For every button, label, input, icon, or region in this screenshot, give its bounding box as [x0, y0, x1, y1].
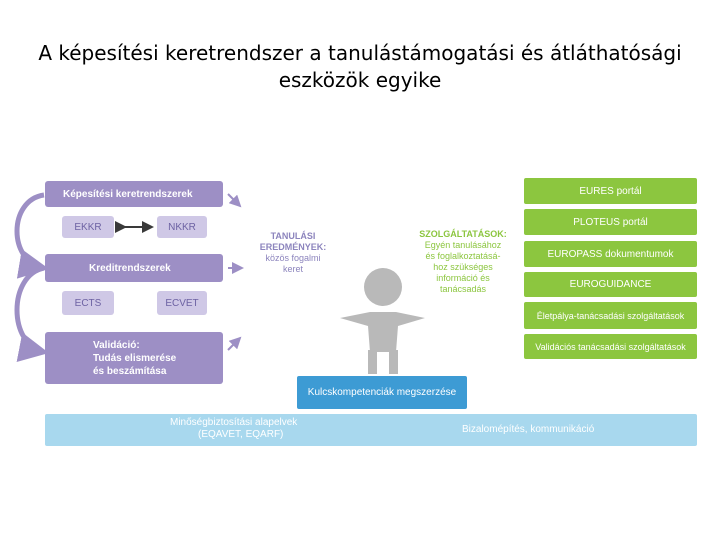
arrow-icon: [228, 194, 240, 206]
ects-box: ECTS: [62, 291, 114, 315]
trust-building-label: Bizalomépítés, kommunikáció: [462, 424, 595, 435]
nkkr-box: NKKR: [157, 216, 207, 238]
services-label: SZOLGÁLTATÁSOK: Egyén tanulásához és foglalkoztatásá- hoz szükséges információ és tanácsadás: [419, 229, 507, 294]
title-line-1: A képesítési keretrendszer a tanulástámogatási és átláthatósági: [38, 41, 682, 65]
qualifications-framework-box: Képesítési keretrendszerek: [45, 181, 223, 207]
arrow-icon: [228, 338, 240, 350]
curve-arrow-top: [17, 195, 44, 268]
euroguidance-box: EUROGUIDANCE: [524, 272, 697, 297]
quality-principles-label: Minőségbiztosítási alapelvek (EQAVET, EQARF): [170, 417, 298, 440]
ecvet-box: ECVET: [157, 291, 207, 315]
curve-arrow-bottom: [17, 268, 44, 352]
eures-portal-box: EURES portál: [524, 178, 697, 204]
europass-box: EUROPASS dokumentumok: [524, 241, 697, 267]
validation-box: Validáció: Tudás elismerése és beszámítása: [45, 332, 223, 384]
credit-systems-box: Kreditrendszerek: [45, 254, 223, 282]
key-competences-box: Kulcskompetenciák megszerzése: [297, 376, 467, 409]
quality-trust-bar: [45, 414, 697, 446]
validation-guidance-box: Validációs tanácsadási szolgáltatások: [524, 334, 697, 359]
career-guidance-box: Életpálya-tanácsadási szolgáltatások: [524, 302, 697, 329]
learning-outcomes-label: TANULÁSI EREDMÉNYEK: közös fogalmi keret: [259, 231, 327, 274]
title-line-2: eszközök egyike: [278, 68, 442, 92]
ploteus-portal-box: PLOTEUS portál: [524, 209, 697, 235]
ekkr-box: EKKR: [62, 216, 114, 238]
